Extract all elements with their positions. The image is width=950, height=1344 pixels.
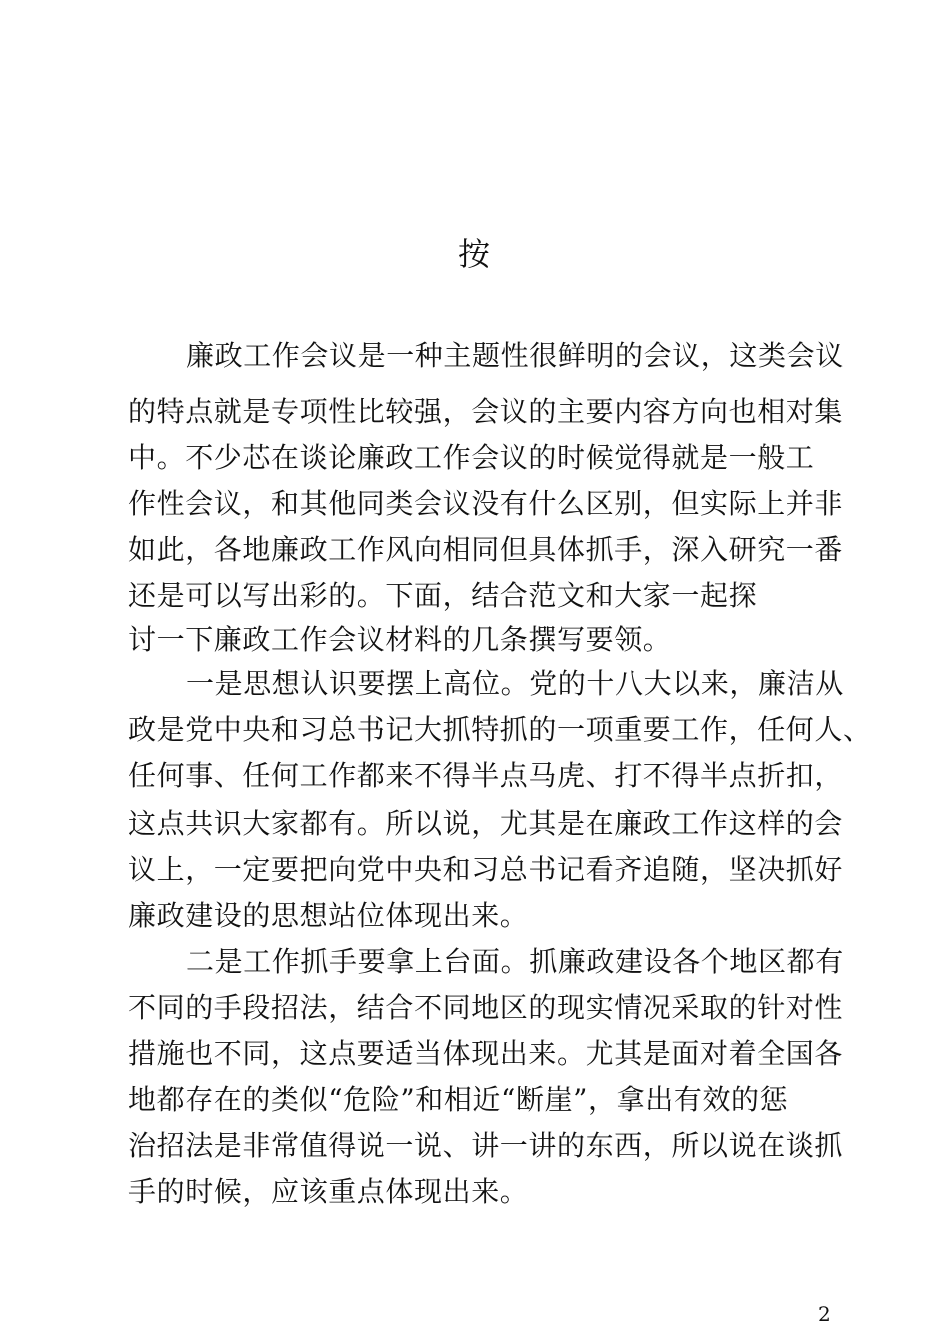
- paragraph-1-line-7: 讨一下廉政工作会议材料的几条撰写要领。: [128, 623, 672, 656]
- paragraph-1-line-4: 作性会议，和其他同类会议没有什么区别，但实际上并非: [128, 487, 844, 520]
- paragraph-2-line-2: 政是党中央和习总书记大抓特抓的一项重要工作，任何人、: [128, 713, 872, 746]
- page-number: 2: [818, 1302, 831, 1326]
- paragraph-2-line-5: 议上，一定要把向党中央和习总书记看齐追随，坚决抓好: [128, 853, 844, 886]
- paragraph-3-line-1: 二是工作抓手要拿上台面。抓廉政建设各个地区都有: [186, 945, 844, 978]
- paragraph-3-line-5: 治招法是非常值得说一说、讲一讲的东西，所以说在谈抓: [128, 1129, 844, 1162]
- paragraph-3-line-6: 手的时候，应该重点体现出来。: [128, 1175, 529, 1208]
- page-title: 按: [457, 235, 492, 273]
- paragraph-1-line-2: 的特点就是专项性比较强，会议的主要内容方向也相对集: [128, 395, 844, 428]
- paragraph-1-line-5: 如此，各地廉政工作风向相同但具体抓手，深入研究一番: [128, 533, 844, 566]
- paragraph-3-line-4: 地都存在的类似“危险”和相近“断崖”，拿出有效的惩: [128, 1083, 789, 1116]
- paragraph-1-line-3: 中。不少芯在谈论廉政工作会议的时候觉得就是一般工: [128, 441, 815, 474]
- paragraph-3-line-2: 不同的手段招法，结合不同地区的现实情况采取的针对性: [128, 991, 844, 1024]
- paragraph-1-line-1: 廉政工作会议是一种主题性很鲜明的会议，这类会议: [186, 339, 844, 372]
- paragraph-2-line-4: 这点共识大家都有。所以说，尤其是在廉政工作这样的会: [128, 807, 844, 840]
- paragraph-2-line-6: 廉政建设的思想站位体现出来。: [128, 899, 529, 932]
- paragraph-2-line-3: 任何事、任何工作都来不得半点马虎、打不得半点折扣，: [128, 759, 844, 792]
- paragraph-3-line-3: 措施也不同，这点要适当体现出来。尤其是面对着全国各: [128, 1037, 844, 1070]
- paragraph-2-line-1: 一是思想认识要摆上高位。党的十八大以来，廉洁从: [186, 667, 844, 700]
- paragraph-1-line-6: 还是可以写出彩的。下面，结合范文和大家一起探: [128, 579, 758, 612]
